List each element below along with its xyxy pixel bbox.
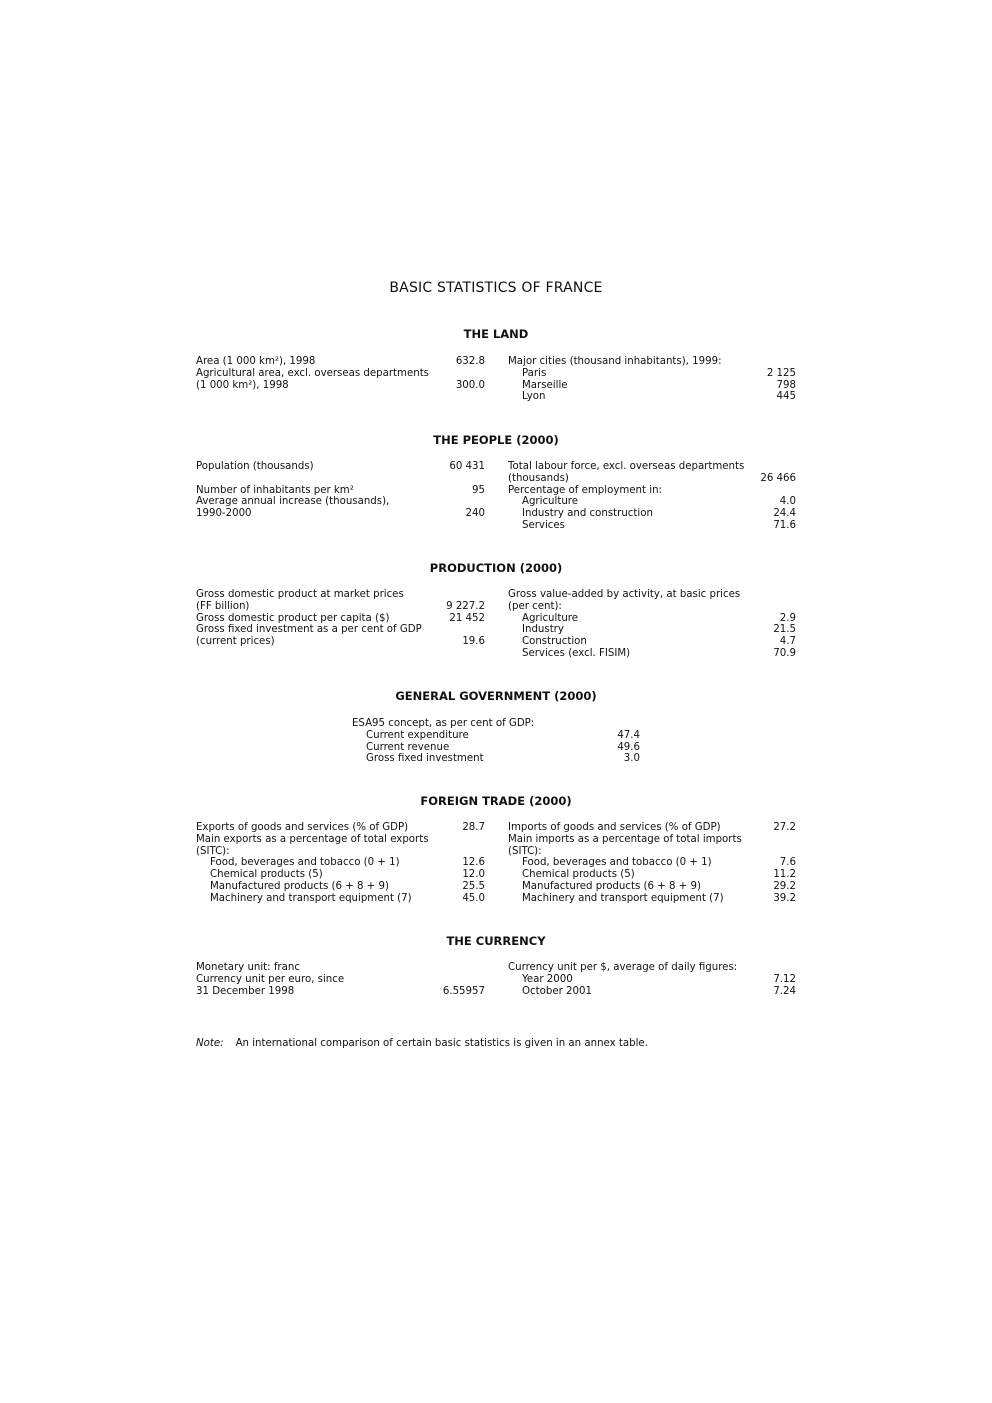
- stat-label: Monetary unit: franc: [196, 962, 300, 973]
- stat-row: [196, 589, 485, 601]
- people-right-column: [508, 461, 796, 532]
- stat-row: [508, 834, 796, 846]
- stat-row: [508, 380, 796, 392]
- stat-row: [508, 356, 796, 368]
- stat-value: 19.6: [462, 636, 485, 648]
- stat-value: 21.5: [773, 624, 796, 636]
- stat-label: Services (excl. FISIM): [522, 647, 631, 659]
- section-heading-trade: FOREIGN TRADE (2000): [420, 794, 572, 808]
- note-label: Note:: [196, 1038, 224, 1049]
- stat-value: 25.5: [462, 880, 485, 892]
- stat-row: [196, 508, 485, 520]
- stat-label: October 2001: [522, 985, 592, 997]
- stat-row: [196, 834, 485, 846]
- stat-label: Paris: [522, 367, 547, 379]
- stat-label: Machinery and transport equipment (7): [210, 892, 412, 904]
- stat-row: [508, 520, 796, 532]
- stat-label: Services: [522, 519, 565, 531]
- stat-label: Area (1 000 km²), 1998: [196, 356, 316, 367]
- stat-row: [352, 742, 640, 754]
- stat-row: [352, 753, 640, 765]
- stat-label: Gross value-added by activity, at basic prices: [508, 589, 741, 600]
- stat-label: Gross domestic product per capita ($): [196, 612, 390, 624]
- stat-value: 12.0: [462, 869, 485, 881]
- stat-value: 60 431: [449, 461, 485, 472]
- stat-label: Current revenue: [366, 741, 450, 753]
- stat-label: (FF billion): [196, 600, 250, 612]
- stat-row: [508, 601, 796, 613]
- page-title: BASIC STATISTICS OF FRANCE: [389, 280, 603, 296]
- currency-left-column: [196, 962, 485, 997]
- stat-row: [508, 822, 796, 834]
- stat-row: [196, 893, 485, 905]
- stat-value: 3.0: [623, 753, 640, 765]
- stat-label: Industry and construction: [522, 508, 653, 520]
- stat-label: Current expenditure: [366, 729, 469, 741]
- currency-right-column: [508, 962, 796, 997]
- stat-value: 2.9: [779, 612, 796, 624]
- stat-value: 632.8: [455, 356, 485, 367]
- stat-row: [196, 356, 485, 368]
- stat-row: [196, 368, 485, 380]
- stat-label: Year 2000: [522, 973, 573, 985]
- stat-row: [196, 636, 485, 648]
- stat-row: [508, 881, 796, 893]
- note-text: An international comparison of certain basic statistics is given in an annex table.: [235, 1038, 648, 1049]
- stat-row: [196, 846, 485, 858]
- stat-row: [508, 974, 796, 986]
- stat-label: Gross domestic product at market prices: [196, 589, 404, 600]
- government-column: [352, 718, 640, 765]
- stat-row: [196, 986, 485, 998]
- stat-value: 45.0: [462, 892, 485, 904]
- stat-label: Imports of goods and services (% of GDP): [508, 822, 721, 833]
- stat-row: [196, 962, 485, 974]
- production-left-column: [196, 589, 485, 648]
- stat-label: Average annual increase (thousands),: [196, 496, 390, 508]
- stat-value: 70.9: [773, 647, 796, 659]
- section-heading-currency: THE CURRENCY: [446, 934, 546, 948]
- footnote: [196, 1038, 648, 1049]
- stat-row: [508, 846, 796, 858]
- stat-row: [508, 624, 796, 636]
- stat-value: 29.2: [773, 880, 796, 892]
- stat-label: Food, beverages and tobacco (0 + 1): [522, 857, 712, 869]
- stat-value: 2 125: [766, 367, 796, 379]
- stat-value: 95: [472, 484, 485, 496]
- stat-row: [196, 869, 485, 881]
- stat-row: [508, 508, 796, 520]
- stat-label: (thousands): [508, 472, 569, 484]
- stat-row: [196, 624, 485, 636]
- stat-row: [508, 613, 796, 625]
- stat-label: Gross fixed investment as a per cent of GDP: [196, 624, 422, 636]
- stat-value: 4.7: [779, 636, 796, 648]
- stat-label: Lyon: [522, 391, 546, 403]
- stat-value: 7.12: [773, 973, 796, 985]
- stat-row: [196, 822, 485, 834]
- stat-row: [196, 613, 485, 625]
- stat-row: [352, 730, 640, 742]
- stat-row: [508, 473, 796, 485]
- stat-label: Food, beverages and tobacco (0 + 1): [210, 857, 400, 869]
- stat-row: [508, 496, 796, 508]
- land-right-column: [508, 356, 796, 403]
- stat-label: (SITC):: [508, 845, 542, 857]
- stat-label: ESA95 concept, as per cent of GDP:: [352, 718, 535, 729]
- stat-label: Total labour force, excl. overseas departments: [508, 461, 745, 472]
- stat-row: [508, 368, 796, 380]
- stat-value: 6.55957: [442, 985, 485, 997]
- stat-row: [196, 485, 485, 497]
- stat-row: [196, 473, 485, 485]
- stat-label: Agricultural area, excl. overseas departments: [196, 367, 429, 379]
- stat-label: Gross fixed investment: [366, 753, 484, 765]
- trade-right-column: [508, 822, 796, 905]
- stat-value: 26 466: [760, 472, 796, 484]
- section-heading-people: THE PEOPLE (2000): [433, 433, 559, 447]
- stat-value: 7.6: [779, 857, 796, 869]
- stat-value: 240: [465, 508, 485, 520]
- stat-label: Agriculture: [522, 496, 579, 508]
- stat-value: 300.0: [455, 379, 485, 391]
- section-heading-government: GENERAL GOVERNMENT (2000): [395, 689, 597, 703]
- stat-value: 7.24: [773, 985, 796, 997]
- stat-value: 24.4: [773, 508, 796, 520]
- stat-row: [508, 485, 796, 497]
- stat-label: Manufactured products (6 + 8 + 9): [210, 880, 389, 892]
- stat-label: Number of inhabitants per km²: [196, 484, 354, 496]
- stat-label: (SITC):: [196, 845, 230, 857]
- stat-label: Main exports as a percentage of total exports: [196, 833, 429, 845]
- stat-row: [508, 893, 796, 905]
- stat-value: 47.4: [617, 729, 640, 741]
- stat-value: 27.2: [773, 822, 796, 833]
- trade-left-column: [196, 822, 485, 905]
- stat-row: [508, 986, 796, 998]
- stat-label: (1 000 km²), 1998: [196, 379, 289, 391]
- stat-label: Agriculture: [522, 612, 579, 624]
- stat-row: [508, 461, 796, 473]
- stat-value: 21 452: [449, 612, 485, 624]
- stat-row: [196, 601, 485, 613]
- stat-row: [508, 636, 796, 648]
- section-heading-land: THE LAND: [463, 327, 529, 341]
- stat-row: [196, 461, 485, 473]
- stat-label: Currency unit per euro, since: [196, 973, 345, 985]
- people-left-column: [196, 461, 485, 520]
- section-heading-production: PRODUCTION (2000): [429, 561, 563, 575]
- stat-label: Exports of goods and services (% of GDP): [196, 822, 409, 833]
- stat-value: 71.6: [773, 519, 796, 531]
- stat-value: 49.6: [617, 741, 640, 753]
- stat-label: Machinery and transport equipment (7): [522, 892, 724, 904]
- stat-row: [352, 718, 640, 730]
- stat-label: Manufactured products (6 + 8 + 9): [522, 880, 701, 892]
- stat-row: [508, 391, 796, 403]
- stat-label: 31 December 1998: [196, 985, 295, 997]
- stat-label: Population (thousands): [196, 461, 314, 472]
- stat-label: Main imports as a percentage of total imports: [508, 833, 742, 845]
- stat-value: 11.2: [773, 869, 796, 881]
- stat-value: 39.2: [773, 892, 796, 904]
- stat-row: [196, 380, 485, 392]
- stat-row: [196, 974, 485, 986]
- stat-value: 4.0: [779, 496, 796, 508]
- stat-label: (current prices): [196, 636, 275, 648]
- stat-row: [196, 496, 485, 508]
- stat-value: 9 227.2: [446, 600, 485, 612]
- stat-value: 12.6: [462, 857, 485, 869]
- stat-label: Percentage of employment in:: [508, 484, 662, 496]
- stat-value: 445: [776, 391, 796, 403]
- stat-label: Chemical products (5): [210, 869, 323, 881]
- stat-row: [196, 881, 485, 893]
- stat-label: Major cities (thousand inhabitants), 1999:: [508, 356, 722, 367]
- production-right-column: [508, 589, 796, 660]
- stat-label: 1990-2000: [196, 508, 252, 520]
- stat-label: (per cent):: [508, 600, 562, 612]
- stat-row: [508, 648, 796, 660]
- stat-row: [508, 857, 796, 869]
- stat-row: [508, 962, 796, 974]
- stat-label: Marseille: [522, 379, 568, 391]
- land-left-column: [196, 356, 485, 391]
- stat-value: 798: [776, 379, 796, 391]
- stat-label: Construction: [522, 636, 587, 648]
- stat-label: Industry: [522, 624, 564, 636]
- stat-value: 28.7: [462, 822, 485, 833]
- stat-row: [196, 857, 485, 869]
- stat-row: [508, 589, 796, 601]
- stat-label: Chemical products (5): [522, 869, 635, 881]
- stat-row: [508, 869, 796, 881]
- stat-label: Currency unit per $, average of daily figures:: [508, 962, 738, 973]
